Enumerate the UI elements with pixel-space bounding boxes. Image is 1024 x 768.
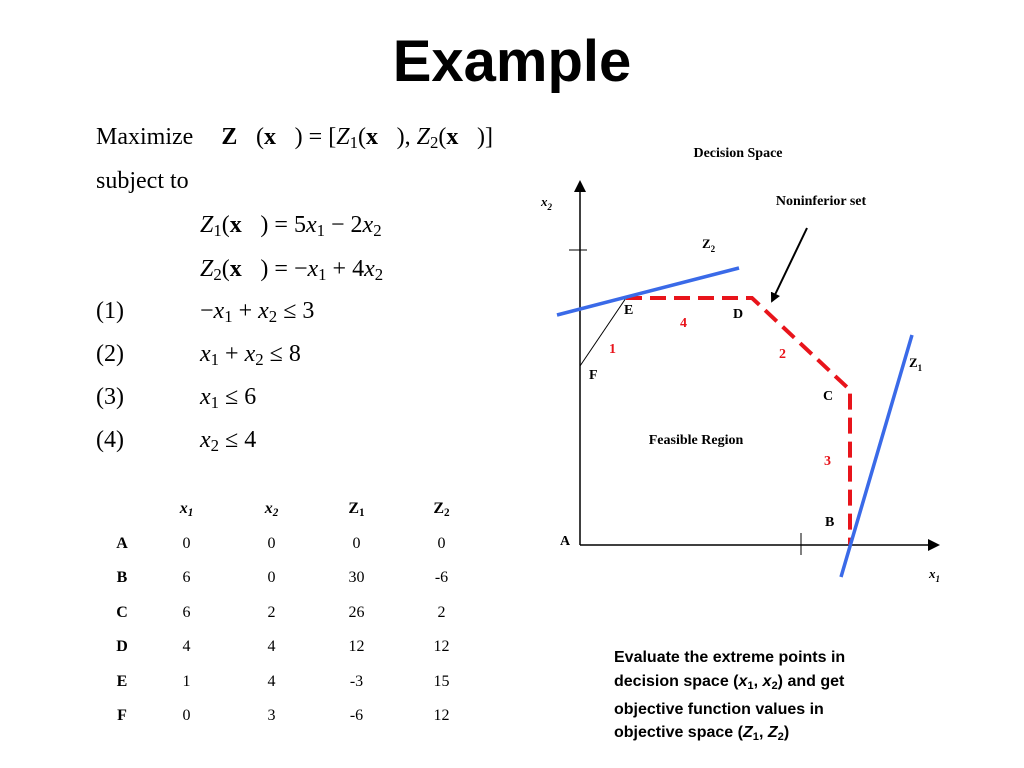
segment-4-label: 4 — [680, 316, 687, 331]
point-label: A — [116, 534, 128, 552]
table-cell: 4 — [267, 672, 276, 690]
table-cell: 4 — [267, 638, 276, 656]
table-cell: 6 — [182, 569, 191, 587]
table-cell: 2 — [437, 603, 446, 621]
constraint-1: $-x_1 + x_2 \le 3$ — [200, 298, 315, 327]
table-cell: 0 — [267, 569, 276, 587]
noninferior-set-label: Noninferior set — [775, 194, 867, 209]
point-a-label: A — [560, 534, 571, 549]
objective-z1: $Z_1(x⃗) = 5x_1 - 2x_2$ — [200, 212, 382, 241]
constraint-1-label: (1) — [96, 298, 124, 324]
slide-title: Example — [392, 29, 632, 94]
objective-z2: $Z_2(x⃗) = -x_1 + 4x_2$ — [200, 256, 384, 285]
table-cell: 3 — [267, 707, 276, 725]
point-f-label: F — [589, 368, 598, 383]
table-cell: -3 — [349, 672, 364, 690]
point-label: D — [116, 638, 128, 656]
constraint-4: $x_2 \le 4$ — [200, 427, 257, 456]
segment-3-label: 3 — [824, 454, 831, 469]
table-cell: -6 — [349, 707, 364, 725]
point-label: B — [116, 569, 128, 587]
header-x1: $x_1$ — [179, 499, 194, 519]
z2-line-label: $Z_2$ — [702, 236, 716, 254]
table-cell: 6 — [182, 603, 191, 621]
segment-1-label: 1 — [609, 342, 616, 357]
point-label: C — [116, 603, 128, 621]
constraint-2-label: (2) — [96, 341, 124, 367]
objective-vector: Z⃗(x⃗) = [$Z_1(x⃗)$, $Z_2(x⃗)$] — [221, 124, 494, 153]
x1-axis-arrow-icon — [928, 539, 940, 551]
z1-line-label: $Z_1$ — [909, 355, 923, 373]
table-cell: 0 — [182, 707, 191, 725]
constraint-3-label: (3) — [96, 384, 124, 410]
point-label: E — [116, 672, 128, 690]
header-z1: $Z_1$ — [348, 499, 365, 519]
table-cell: 1 — [182, 672, 191, 690]
segment-2-label: 2 — [779, 347, 786, 362]
note-line-3: objective function values in — [614, 700, 824, 718]
table-cell: 12 — [433, 638, 450, 656]
table-cell: 2 — [267, 603, 276, 621]
table-cell: 0 — [182, 534, 191, 552]
point-label: F — [117, 707, 127, 725]
table-cell: 0 — [352, 534, 361, 552]
note-line-4: objective space ($Z_1$, $Z_2$) — [614, 724, 790, 744]
point-b-label: B — [825, 515, 835, 530]
subject-to-label: subject to — [96, 168, 189, 194]
table-cell: 12 — [348, 638, 365, 656]
z2-objective-line — [557, 268, 739, 315]
note-line-2: decision space ($x_1$, $x_2$) and get — [614, 672, 845, 692]
constraint-4-label: (4) — [96, 427, 124, 453]
note-line-1: Evaluate the extreme points in — [614, 649, 846, 666]
table-cell: 4 — [182, 638, 191, 656]
table-cell: 30 — [348, 569, 365, 587]
point-e-label: E — [624, 303, 634, 318]
point-d-label: D — [733, 307, 744, 322]
constraint-2: $x_1 + x_2 \le 8$ — [200, 341, 301, 370]
instruction-note — [614, 646, 934, 750]
constraint-3: $x_1 \le 6$ — [200, 384, 257, 413]
table-cell: 26 — [348, 603, 365, 621]
table-cell: 0 — [437, 534, 446, 552]
header-z2: $Z_2$ — [433, 499, 450, 519]
table-cell: 15 — [433, 672, 450, 690]
header-x2: $x_2$ — [264, 499, 279, 519]
point-c-label: C — [823, 389, 834, 404]
maximize-word: Maximize — [96, 124, 194, 150]
diagram-title: Decision Space — [693, 146, 783, 161]
x1-axis-label: $x_1$ — [929, 566, 940, 584]
noninferior-arrow-icon — [772, 228, 807, 301]
x2-axis-label: $x_2$ — [541, 194, 552, 212]
x2-axis-arrow-icon — [574, 180, 586, 192]
table-cell: 0 — [267, 534, 276, 552]
table-cell: 12 — [433, 707, 450, 725]
table-cell: -6 — [434, 569, 449, 587]
noninferior-frontier — [626, 298, 850, 545]
feasible-region-label: Feasible Region — [648, 433, 744, 448]
